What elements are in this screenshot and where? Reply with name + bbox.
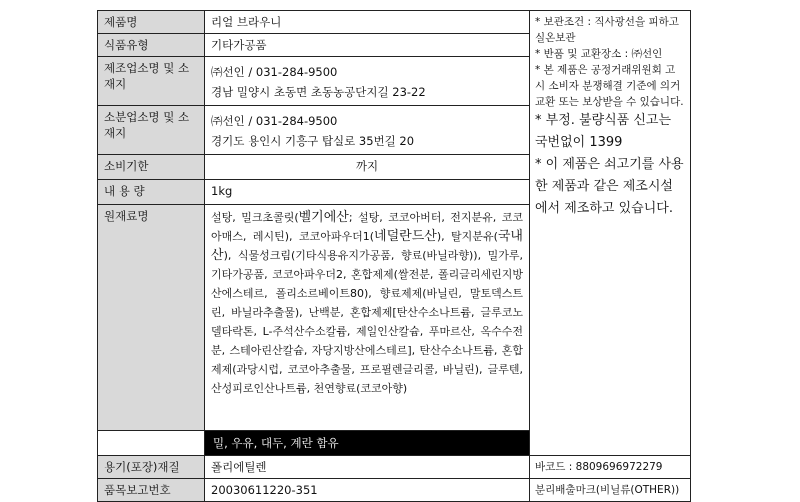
ingredients-key: 원재료명: [98, 205, 205, 431]
ingredients-value: [205, 205, 530, 431]
note-exchange: * 반품 및 교환장소 : ㈜선인: [535, 48, 663, 60]
ingredients-part: 벨기에산: [298, 210, 349, 225]
product-name-value: 리얼 브라우니: [205, 11, 530, 34]
ingredients-part: ; 설탕, 코코아버터, 전지분유, 코코아매스, 레시틴), 코코아파우더1(: [211, 211, 523, 243]
food-type-value: 기타가공품: [205, 34, 530, 57]
distributor-line2: 경기도 용인시 기흥구 탑실로 35번길 20: [211, 134, 415, 148]
allergy-text: 밀, 우유, 대두, 계란 함유: [205, 431, 529, 455]
ingredients-part: 네덜란드산: [374, 229, 437, 244]
ingredients-text: [205, 205, 529, 400]
product-name-key: 제품명: [98, 11, 205, 34]
distributor-value: [205, 106, 530, 155]
packaging-value: 폴리에틸렌: [205, 456, 530, 479]
distributor-key: 소분업소명 및 소재지: [98, 106, 205, 155]
ingredients-part: ), 식물성크림(기타식용유지가공품, 향료(바닐라향)), 밀가루, 기타가공품, 코코아파우더2, 혼합제제(쌀전분, 폴리글리세린지방산에스테르, 폴리소르베이트80), 향료제제(바닐린, 말토덱스트린, 바닐라추출물), 난백분, 혼합제제[탄산수소나트륨, 글루코노델타락톤, L-주석산수소칼륨, 제일인산칼슘, 푸마르산, 옥수수전분, 스테아린산칼슘, 자당지방산에스테르], 탄산수소나트륨, 혼합제제(과당시럽, 코코아추출물, 프로필렌글리콜, 바닐린), 글루텐, 산성피로인산나트륨, 천연향료(코코아향): [211, 249, 523, 395]
report-no-key: 품목보고번호: [98, 479, 205, 502]
note-report: * 부정. 불량식품 신고는 국번없이 1399: [535, 113, 672, 150]
ingredients-part: 국내산: [211, 229, 523, 263]
weight-key: 내 용 량: [98, 180, 205, 205]
note-facility: * 이 제품은 쇠고기를 사용한 제품과 같은 제조시설에서 제조하고 있습니다.: [535, 157, 684, 216]
report-no-value: 20030611220-351: [205, 479, 530, 502]
ingredients-part: 설탕, 밀크초콜릿(: [211, 211, 299, 224]
allergy-spacer: [98, 431, 205, 456]
note-compensation: * 본 제품은 공정거래위원회 고시 소비자 분쟁해결 기준에 의거 교환 또는 보상받을 수 있습니다.: [535, 64, 684, 108]
manufacturer-line1: ㈜선인 / 031-284-9500: [211, 65, 338, 79]
weight-value: 1kg: [205, 180, 530, 205]
note-storage: * 보관조건 : 직사광선을 피하고 실온보관: [535, 16, 679, 44]
barcode: 바코드 : 8809696972279: [530, 456, 691, 479]
packaging-key: 용기(포장)재질: [98, 456, 205, 479]
allergy-cell: [205, 431, 530, 456]
manufacturer-value: [205, 57, 530, 106]
ingredients-part: ), 탈지분유(: [436, 230, 498, 243]
notes-cell: [530, 11, 691, 456]
food-label-table: [97, 10, 691, 502]
recycle-mark: 분리배출마크(비닐류(OTHER)): [530, 479, 691, 502]
distributor-line1: ㈜선인 / 031-284-9500: [211, 114, 338, 128]
food-type-key: 식품유형: [98, 34, 205, 57]
manufacturer-line2: 경남 밀양시 초동면 초동농공단지길 23-22: [211, 85, 426, 99]
manufacturer-key: 제조업소명 및 소재지: [98, 57, 205, 106]
expiry-key: 소비기한: [98, 155, 205, 180]
expiry-value: 까지: [205, 155, 530, 180]
